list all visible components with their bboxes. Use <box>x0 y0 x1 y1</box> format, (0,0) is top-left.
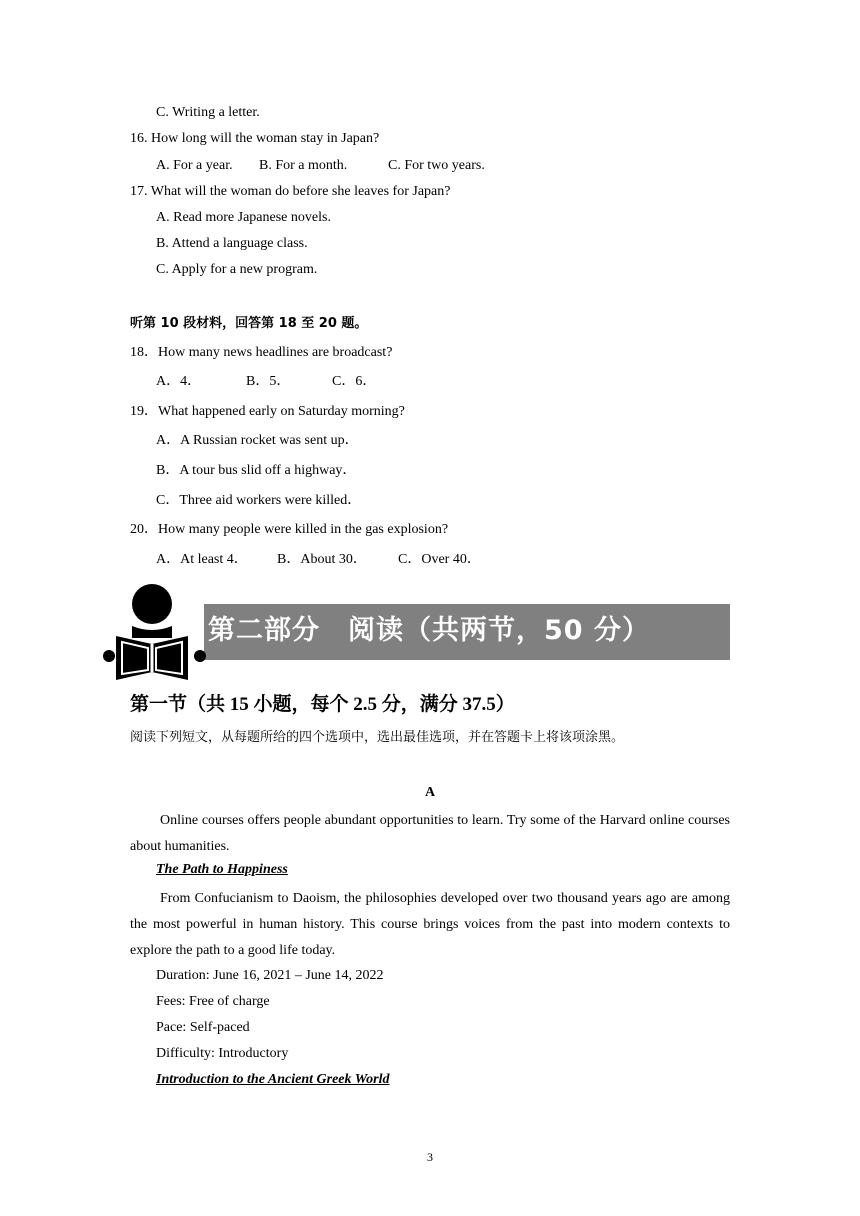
q18-options <box>156 373 376 391</box>
q20-question: 20．How many people were killed in the gas explosion? <box>130 522 449 537</box>
q20-option-a: A．At least 4． <box>156 552 248 567</box>
passage-intro: Online courses offers people abundant opportunities to learn. Try some of the Harvard online courses about humanities. <box>130 813 730 854</box>
course1-fees: Fees: Free of charge <box>156 994 270 1009</box>
section10-instruction: 听第 10 段材料，回答第 18 至 20 题。 <box>130 316 368 331</box>
reading-person-icon <box>102 582 208 682</box>
part2-banner-title: 第二部分 阅读（共两节，50 分） <box>208 615 650 646</box>
part2-banner <box>204 604 730 660</box>
q16-question: 16. How long will the woman stay in Japan? <box>130 131 380 146</box>
q19-option-c: C．Three aid workers were killed． <box>156 493 362 508</box>
q15-option-c: C. Writing a letter. <box>156 105 260 120</box>
passage-label: A <box>424 785 436 800</box>
q16-option-c: C. For two years. <box>388 158 485 173</box>
course1-difficulty: Difficulty: Introductory <box>156 1046 289 1061</box>
part2-subtitle: 第一节（共 15 小题，每个 2.5 分，满分 37.5） <box>130 694 515 715</box>
q17-option-b: B. Attend a language class. <box>156 236 308 251</box>
course2-title: Introduction to the Ancient Greek World <box>156 1072 390 1087</box>
course1-title: The Path to Happiness <box>156 862 288 877</box>
q18-option-c: C．6． <box>332 374 377 389</box>
course1-duration: Duration: June 16, 2021 – June 14, 2022 <box>156 968 384 983</box>
q19-question: 19．What happened early on Saturday morning? <box>130 404 405 419</box>
q18-option-b: B．5． <box>246 374 291 389</box>
q18-option-a: A．4． <box>156 374 202 389</box>
part2-instruction: 阅读下列短文，从每题所给的四个选项中，选出最佳选项，并在答题卡上将该项涂黑。 <box>130 730 625 745</box>
page-number: 3 <box>427 1150 433 1164</box>
q16-option-a: A. For a year. <box>156 158 233 173</box>
q16-option-b: B. For a month. <box>259 158 348 173</box>
course1-pace: Pace: Self-paced <box>156 1020 250 1035</box>
q19-option-a: A．A Russian rocket was sent up． <box>156 433 359 448</box>
q16-options <box>156 157 485 175</box>
q20-option-b: B．About 30． <box>277 552 367 567</box>
q17-question: 17. What will the woman do before she leaves for Japan? <box>130 184 451 199</box>
q17-option-a: A. Read more Japanese novels. <box>156 210 331 225</box>
q20-options <box>156 551 481 569</box>
q17-option-c: C. Apply for a new program. <box>156 262 318 277</box>
q20-option-c: C．Over 40． <box>398 552 481 567</box>
q18-question: 18．How many news headlines are broadcast? <box>130 345 393 360</box>
course1-description: From Confucianism to Daoism, the philosophies developed over two thousand years ago are among the most powerful in human history. This course brings voices from the past into modern contexts to explore the path to a good life today. <box>130 891 730 958</box>
q19-option-b: B．A tour bus slid off a highway． <box>156 463 357 478</box>
